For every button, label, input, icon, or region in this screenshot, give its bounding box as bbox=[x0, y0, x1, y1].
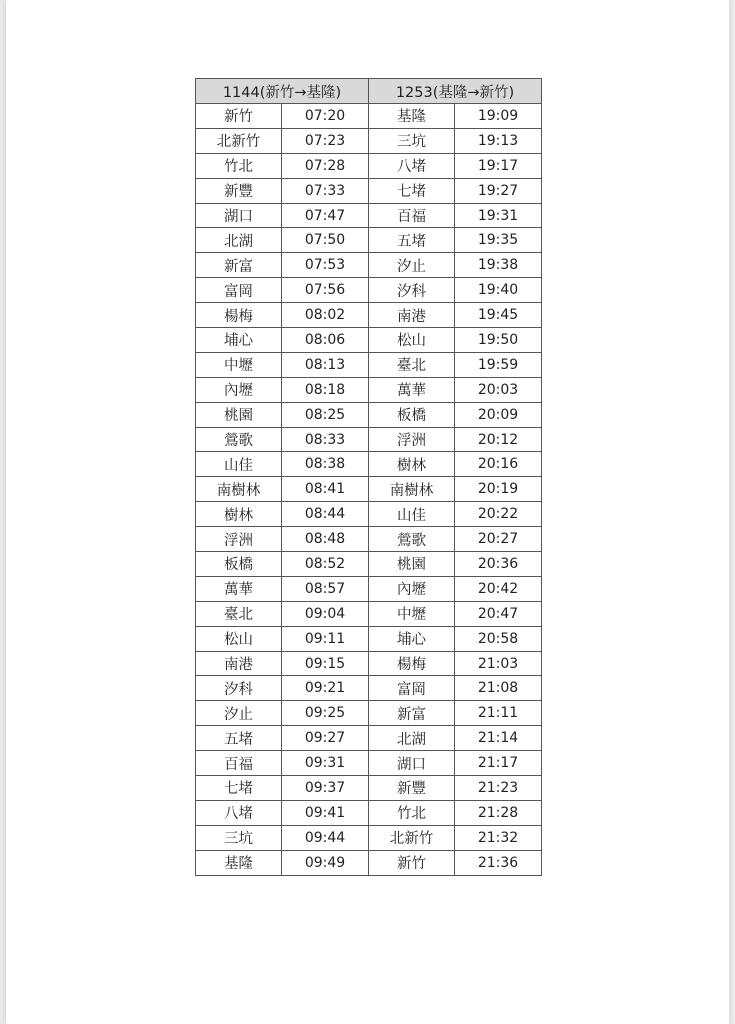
train-1144-time: 08:02 bbox=[282, 303, 369, 328]
table-row bbox=[196, 377, 542, 402]
train-1144-time: 09:21 bbox=[282, 676, 369, 701]
table-row bbox=[196, 278, 542, 303]
train-1144-station: 汐科 bbox=[196, 676, 282, 701]
train-timetable bbox=[195, 78, 542, 876]
train-1144-station: 松山 bbox=[196, 626, 282, 651]
train-1253-time: 20:09 bbox=[455, 402, 542, 427]
train-1253-station: 埔心 bbox=[369, 626, 455, 651]
train-1144-time: 09:49 bbox=[282, 850, 369, 875]
train-1144-time: 07:23 bbox=[282, 128, 369, 153]
train-1253-station: 萬華 bbox=[369, 377, 455, 402]
train-1253-time: 20:16 bbox=[455, 452, 542, 477]
train-1253-time: 21:14 bbox=[455, 726, 542, 751]
train-1253-station: 板橋 bbox=[369, 402, 455, 427]
train-1144-station: 桃園 bbox=[196, 402, 282, 427]
train-1253-time: 19:40 bbox=[455, 278, 542, 303]
table-row bbox=[196, 601, 542, 626]
train-1144-station: 浮洲 bbox=[196, 527, 282, 552]
table-row bbox=[196, 776, 542, 801]
table-row bbox=[196, 477, 542, 502]
train-1253-time: 20:03 bbox=[455, 377, 542, 402]
train-1144-station: 八堵 bbox=[196, 800, 282, 825]
train-1144-station: 南港 bbox=[196, 651, 282, 676]
train-1144-time: 09:15 bbox=[282, 651, 369, 676]
train-1144-time: 08:57 bbox=[282, 576, 369, 601]
timetable-header-row bbox=[196, 79, 542, 104]
table-row bbox=[196, 751, 542, 776]
train-1253-time: 21:32 bbox=[455, 825, 542, 850]
train-1253-station: 山佳 bbox=[369, 502, 455, 527]
train-1253-station: 臺北 bbox=[369, 352, 455, 377]
train-1144-station: 汐止 bbox=[196, 701, 282, 726]
train-1144-station: 北湖 bbox=[196, 228, 282, 253]
train-1253-time: 21:36 bbox=[455, 850, 542, 875]
table-row bbox=[196, 502, 542, 527]
train-1144-time: 07:20 bbox=[282, 104, 369, 129]
train-1144-station: 三坑 bbox=[196, 825, 282, 850]
table-row bbox=[196, 576, 542, 601]
train-1144-station: 埔心 bbox=[196, 328, 282, 353]
train-1253-station: 八堵 bbox=[369, 153, 455, 178]
train-1144-header: 1144(新竹→基隆) bbox=[196, 79, 369, 104]
train-1253-station: 富岡 bbox=[369, 676, 455, 701]
train-1144-time: 08:48 bbox=[282, 527, 369, 552]
train-1253-header: 1253(基隆→新竹) bbox=[369, 79, 542, 104]
table-row bbox=[196, 328, 542, 353]
train-1253-station: 南樹林 bbox=[369, 477, 455, 502]
table-row bbox=[196, 402, 542, 427]
train-1144-station: 南樹林 bbox=[196, 477, 282, 502]
train-1253-time: 19:13 bbox=[455, 128, 542, 153]
train-1144-time: 09:37 bbox=[282, 776, 369, 801]
train-1144-time: 08:41 bbox=[282, 477, 369, 502]
train-1253-station: 鶯歌 bbox=[369, 527, 455, 552]
train-1253-time: 21:23 bbox=[455, 776, 542, 801]
train-1144-time: 08:33 bbox=[282, 427, 369, 452]
train-1144-station: 萬華 bbox=[196, 576, 282, 601]
train-1253-station: 新竹 bbox=[369, 850, 455, 875]
train-1253-time: 21:11 bbox=[455, 701, 542, 726]
table-row bbox=[196, 352, 542, 377]
train-1144-time: 09:41 bbox=[282, 800, 369, 825]
train-1253-station: 樹林 bbox=[369, 452, 455, 477]
train-1253-station: 中壢 bbox=[369, 601, 455, 626]
train-1144-station: 內壢 bbox=[196, 377, 282, 402]
train-1253-time: 20:42 bbox=[455, 576, 542, 601]
train-1253-station: 基隆 bbox=[369, 104, 455, 129]
table-row bbox=[196, 128, 542, 153]
train-1253-station: 汐科 bbox=[369, 278, 455, 303]
table-row bbox=[196, 153, 542, 178]
train-1144-time: 07:33 bbox=[282, 178, 369, 203]
train-1144-station: 七堵 bbox=[196, 776, 282, 801]
train-1144-time: 07:53 bbox=[282, 253, 369, 278]
train-1253-station: 湖口 bbox=[369, 751, 455, 776]
train-1253-station: 新豐 bbox=[369, 776, 455, 801]
train-1144-time: 08:25 bbox=[282, 402, 369, 427]
train-1253-station: 桃園 bbox=[369, 552, 455, 577]
train-1144-station: 新富 bbox=[196, 253, 282, 278]
train-1144-station: 百福 bbox=[196, 751, 282, 776]
train-1144-time: 09:31 bbox=[282, 751, 369, 776]
train-1144-time: 09:25 bbox=[282, 701, 369, 726]
table-row bbox=[196, 178, 542, 203]
table-row bbox=[196, 104, 542, 129]
train-1253-time: 20:47 bbox=[455, 601, 542, 626]
train-1144-time: 07:47 bbox=[282, 203, 369, 228]
table-row bbox=[196, 203, 542, 228]
train-1144-station: 新竹 bbox=[196, 104, 282, 129]
train-1253-station: 北新竹 bbox=[369, 825, 455, 850]
train-1253-station: 汐止 bbox=[369, 253, 455, 278]
train-1253-time: 20:58 bbox=[455, 626, 542, 651]
train-1144-station: 山佳 bbox=[196, 452, 282, 477]
table-row bbox=[196, 800, 542, 825]
timetable-body bbox=[196, 104, 542, 876]
train-1253-time: 20:27 bbox=[455, 527, 542, 552]
table-row bbox=[196, 427, 542, 452]
table-row bbox=[196, 527, 542, 552]
train-1253-station: 內壢 bbox=[369, 576, 455, 601]
train-1144-station: 中壢 bbox=[196, 352, 282, 377]
train-1144-time: 07:50 bbox=[282, 228, 369, 253]
train-1144-time: 08:44 bbox=[282, 502, 369, 527]
train-1253-station: 楊梅 bbox=[369, 651, 455, 676]
train-1144-station: 板橋 bbox=[196, 552, 282, 577]
train-1144-time: 08:52 bbox=[282, 552, 369, 577]
train-1144-station: 楊梅 bbox=[196, 303, 282, 328]
train-1253-time: 21:17 bbox=[455, 751, 542, 776]
train-1253-time: 19:38 bbox=[455, 253, 542, 278]
train-1253-time: 19:27 bbox=[455, 178, 542, 203]
train-1253-time: 19:50 bbox=[455, 328, 542, 353]
train-1144-station: 新豐 bbox=[196, 178, 282, 203]
train-1144-station: 富岡 bbox=[196, 278, 282, 303]
table-row bbox=[196, 825, 542, 850]
train-1144-time: 08:38 bbox=[282, 452, 369, 477]
train-1253-time: 19:31 bbox=[455, 203, 542, 228]
train-1144-station: 鶯歌 bbox=[196, 427, 282, 452]
train-1253-time: 21:28 bbox=[455, 800, 542, 825]
train-1144-time: 08:06 bbox=[282, 328, 369, 353]
train-1144-station: 基隆 bbox=[196, 850, 282, 875]
train-1253-time: 19:59 bbox=[455, 352, 542, 377]
table-row bbox=[196, 253, 542, 278]
document-page bbox=[6, 0, 729, 1024]
train-1144-station: 北新竹 bbox=[196, 128, 282, 153]
table-row bbox=[196, 850, 542, 875]
train-1144-station: 樹林 bbox=[196, 502, 282, 527]
train-1144-station: 臺北 bbox=[196, 601, 282, 626]
train-1144-time: 08:18 bbox=[282, 377, 369, 402]
train-1144-time: 09:44 bbox=[282, 825, 369, 850]
train-1253-station: 五堵 bbox=[369, 228, 455, 253]
train-1253-time: 20:22 bbox=[455, 502, 542, 527]
train-1144-time: 08:13 bbox=[282, 352, 369, 377]
train-1253-time: 19:45 bbox=[455, 303, 542, 328]
train-1253-station: 三坑 bbox=[369, 128, 455, 153]
train-1144-time: 09:04 bbox=[282, 601, 369, 626]
table-row bbox=[196, 726, 542, 751]
train-1144-time: 09:27 bbox=[282, 726, 369, 751]
train-1253-station: 北湖 bbox=[369, 726, 455, 751]
table-row bbox=[196, 626, 542, 651]
train-1144-station: 竹北 bbox=[196, 153, 282, 178]
table-row bbox=[196, 303, 542, 328]
train-1253-station: 百福 bbox=[369, 203, 455, 228]
table-row bbox=[196, 228, 542, 253]
train-1144-time: 07:56 bbox=[282, 278, 369, 303]
train-1253-time: 19:09 bbox=[455, 104, 542, 129]
train-1253-time: 19:17 bbox=[455, 153, 542, 178]
train-1253-station: 南港 bbox=[369, 303, 455, 328]
train-1144-time: 07:28 bbox=[282, 153, 369, 178]
train-1144-station: 湖口 bbox=[196, 203, 282, 228]
table-row bbox=[196, 651, 542, 676]
train-1253-station: 竹北 bbox=[369, 800, 455, 825]
train-1253-station: 浮洲 bbox=[369, 427, 455, 452]
train-1253-station: 松山 bbox=[369, 328, 455, 353]
table-row bbox=[196, 676, 542, 701]
train-1144-station: 五堵 bbox=[196, 726, 282, 751]
train-1253-time: 20:12 bbox=[455, 427, 542, 452]
train-1253-time: 21:08 bbox=[455, 676, 542, 701]
train-1253-station: 新富 bbox=[369, 701, 455, 726]
table-row bbox=[196, 552, 542, 577]
train-1253-time: 20:19 bbox=[455, 477, 542, 502]
train-1253-time: 19:35 bbox=[455, 228, 542, 253]
table-row bbox=[196, 452, 542, 477]
table-row bbox=[196, 701, 542, 726]
train-1253-time: 20:36 bbox=[455, 552, 542, 577]
train-1253-station: 七堵 bbox=[369, 178, 455, 203]
train-1144-time: 09:11 bbox=[282, 626, 369, 651]
train-1253-time: 21:03 bbox=[455, 651, 542, 676]
